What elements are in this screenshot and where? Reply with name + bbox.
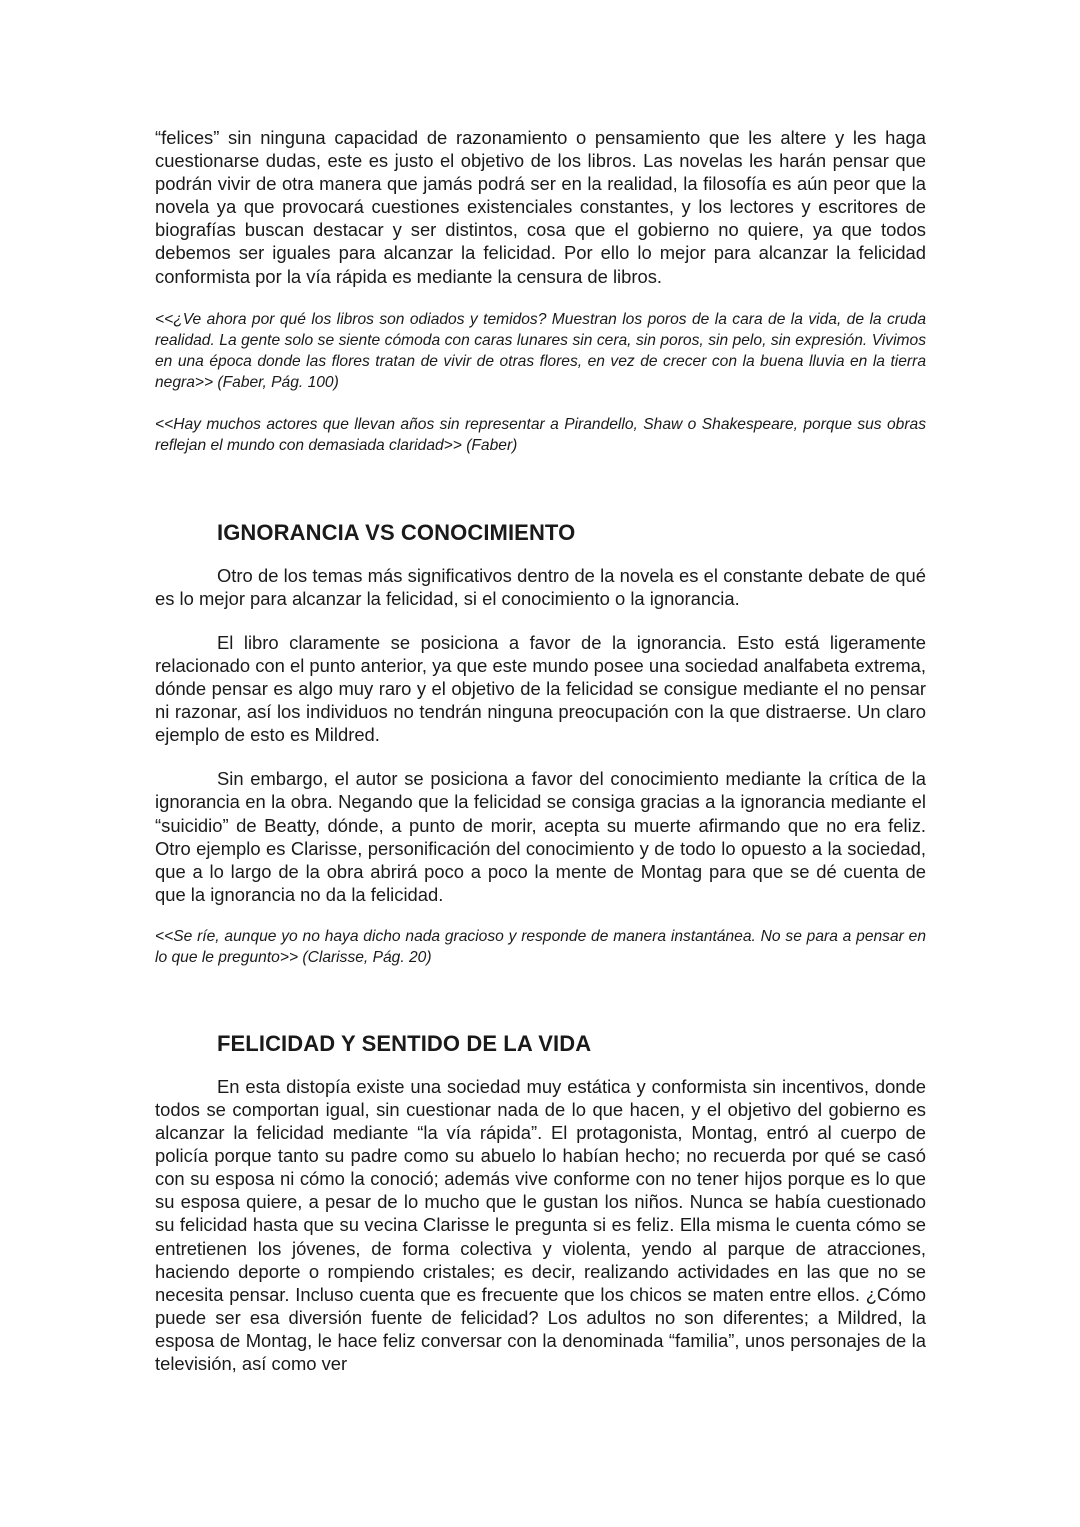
quote-clarisse: <<Se ríe, aunque yo no haya dicho nada gracioso y responde de manera instantánea. No se para a pensar en lo que le pregunto>> (Clarisse, Pág. 20) xyxy=(155,927,926,966)
document-page xyxy=(155,126,926,1375)
section-heading-ignorancia: IGNORANCIA VS CONOCIMIENTO xyxy=(217,519,576,545)
section-1-paragraph-2: El libro claramente se posiciona a favor de la ignorancia. Esto está ligeramente relacionado con el punto anterior, ya que este mundo posee una sociedad analfabeta extrema, dónde pensar es algo muy raro y el objetivo de la felicidad se consigue mediante el no pensar ni razonar, así los individuos no tendrán ninguna preocupación con la que distraerse. Un claro ejemplo de esto es Mildred. xyxy=(155,631,926,746)
intro-paragraph: “felices” sin ninguna capacidad de razonamiento o pensamiento que les altere y les haga cuestionarse dudas, este es justo el objetivo de los libros. Las novelas les harán pensar que podrán vivir de otra manera que jamás podrá ser en la realidad, la filosofía es aún peor que la novela ya que provocará cuestiones existenciales constantes, y los lectores y escritores de biografías buscan destacar y ser distintos, cosa que el gobierno no quiere, ya que todos debemos ser iguales para alcanzar la felicidad. Por ello lo mejor para alcanzar la felicidad conformista por la vía rápida es mediante la censura de libros. xyxy=(155,127,926,287)
section-2-paragraph-1: En esta distopía existe una sociedad muy estática y conformista sin incentivos, donde todos se comportan igual, sin cuestionar nada de lo que hacen, y el objetivo del gobierno es alcanzar la felicidad mediante “la vía rápida”. El protagonista, Montag, entró al cuerpo de policía porque tanto su padre como su abuelo lo habían hecho; no recuerda por qué se casó con su esposa ni cómo la conoció; además vive conforme con no tener hijos porque es lo que su esposa quiere, a pesar de lo mucho que le gustan los niños. Nunca se había cuestionado su felicidad hasta que su vecina Clarisse le pregunta si es feliz. Ella misma le cuenta cómo se entretienen los jóvenes, de forma colectiva y violenta, yendo al parque de atracciones, haciendo deporte o rompiendo cristales; es decir, realizando actividades en las que no se necesita pensar. Incluso cuenta que es frecuente que los chicos se maten entre ellos. ¿Cómo puede ser esa diversión fuente de felicidad? Los adultos no son diferentes; a Mildred, la esposa de Montag, le hace feliz conversar con la denominada “familia”, unos personajes de la televisión, así como ver xyxy=(155,1075,926,1374)
quote-faber-2: <<Hay muchos actores que llevan años sin representar a Pirandello, Shaw o Shakespeare, porque sus obras reflejan el mundo con demasiada claridad>> (Faber) xyxy=(155,415,926,454)
section-1-paragraph-1: Otro de los temas más significativos dentro de la novela es el constante debate de qué es lo mejor para alcanzar la felicidad, si el conocimiento o la ignorancia. xyxy=(155,564,926,609)
quote-faber-1: <<¿Ve ahora por qué los libros son odiados y temidos? Muestran los poros de la cara de la vida, de la cruda realidad. La gente solo se siente cómoda con caras lunares sin cera, sin poros, sin pelo, sin expresión. Vivimos en una época donde las flores tratan de vivir de otras flores, en vez de crecer con la buena lluvia en la tierra negra>> (Faber, Pág. 100) xyxy=(155,310,926,391)
section-1-paragraph-3: Sin embargo, el autor se posiciona a favor del conocimiento mediante la crítica de la ignorancia en la obra. Negando que la felicidad se consiga gracias a la ignorancia mediante el “suicidio” de Beatty, dónde, a punto de morir, acepta su muerte afirmando que no era feliz. Otro ejemplo es Clarisse, personificación del conocimiento y de todo lo opuesto a la sociedad, que a lo largo de la obra abrirá poco a poco la mente de Montag para que se dé cuenta de que la ignorancia no da la felicidad. xyxy=(155,768,926,905)
section-heading-felicidad: FELICIDAD Y SENTIDO DE LA VIDA xyxy=(217,1030,592,1056)
